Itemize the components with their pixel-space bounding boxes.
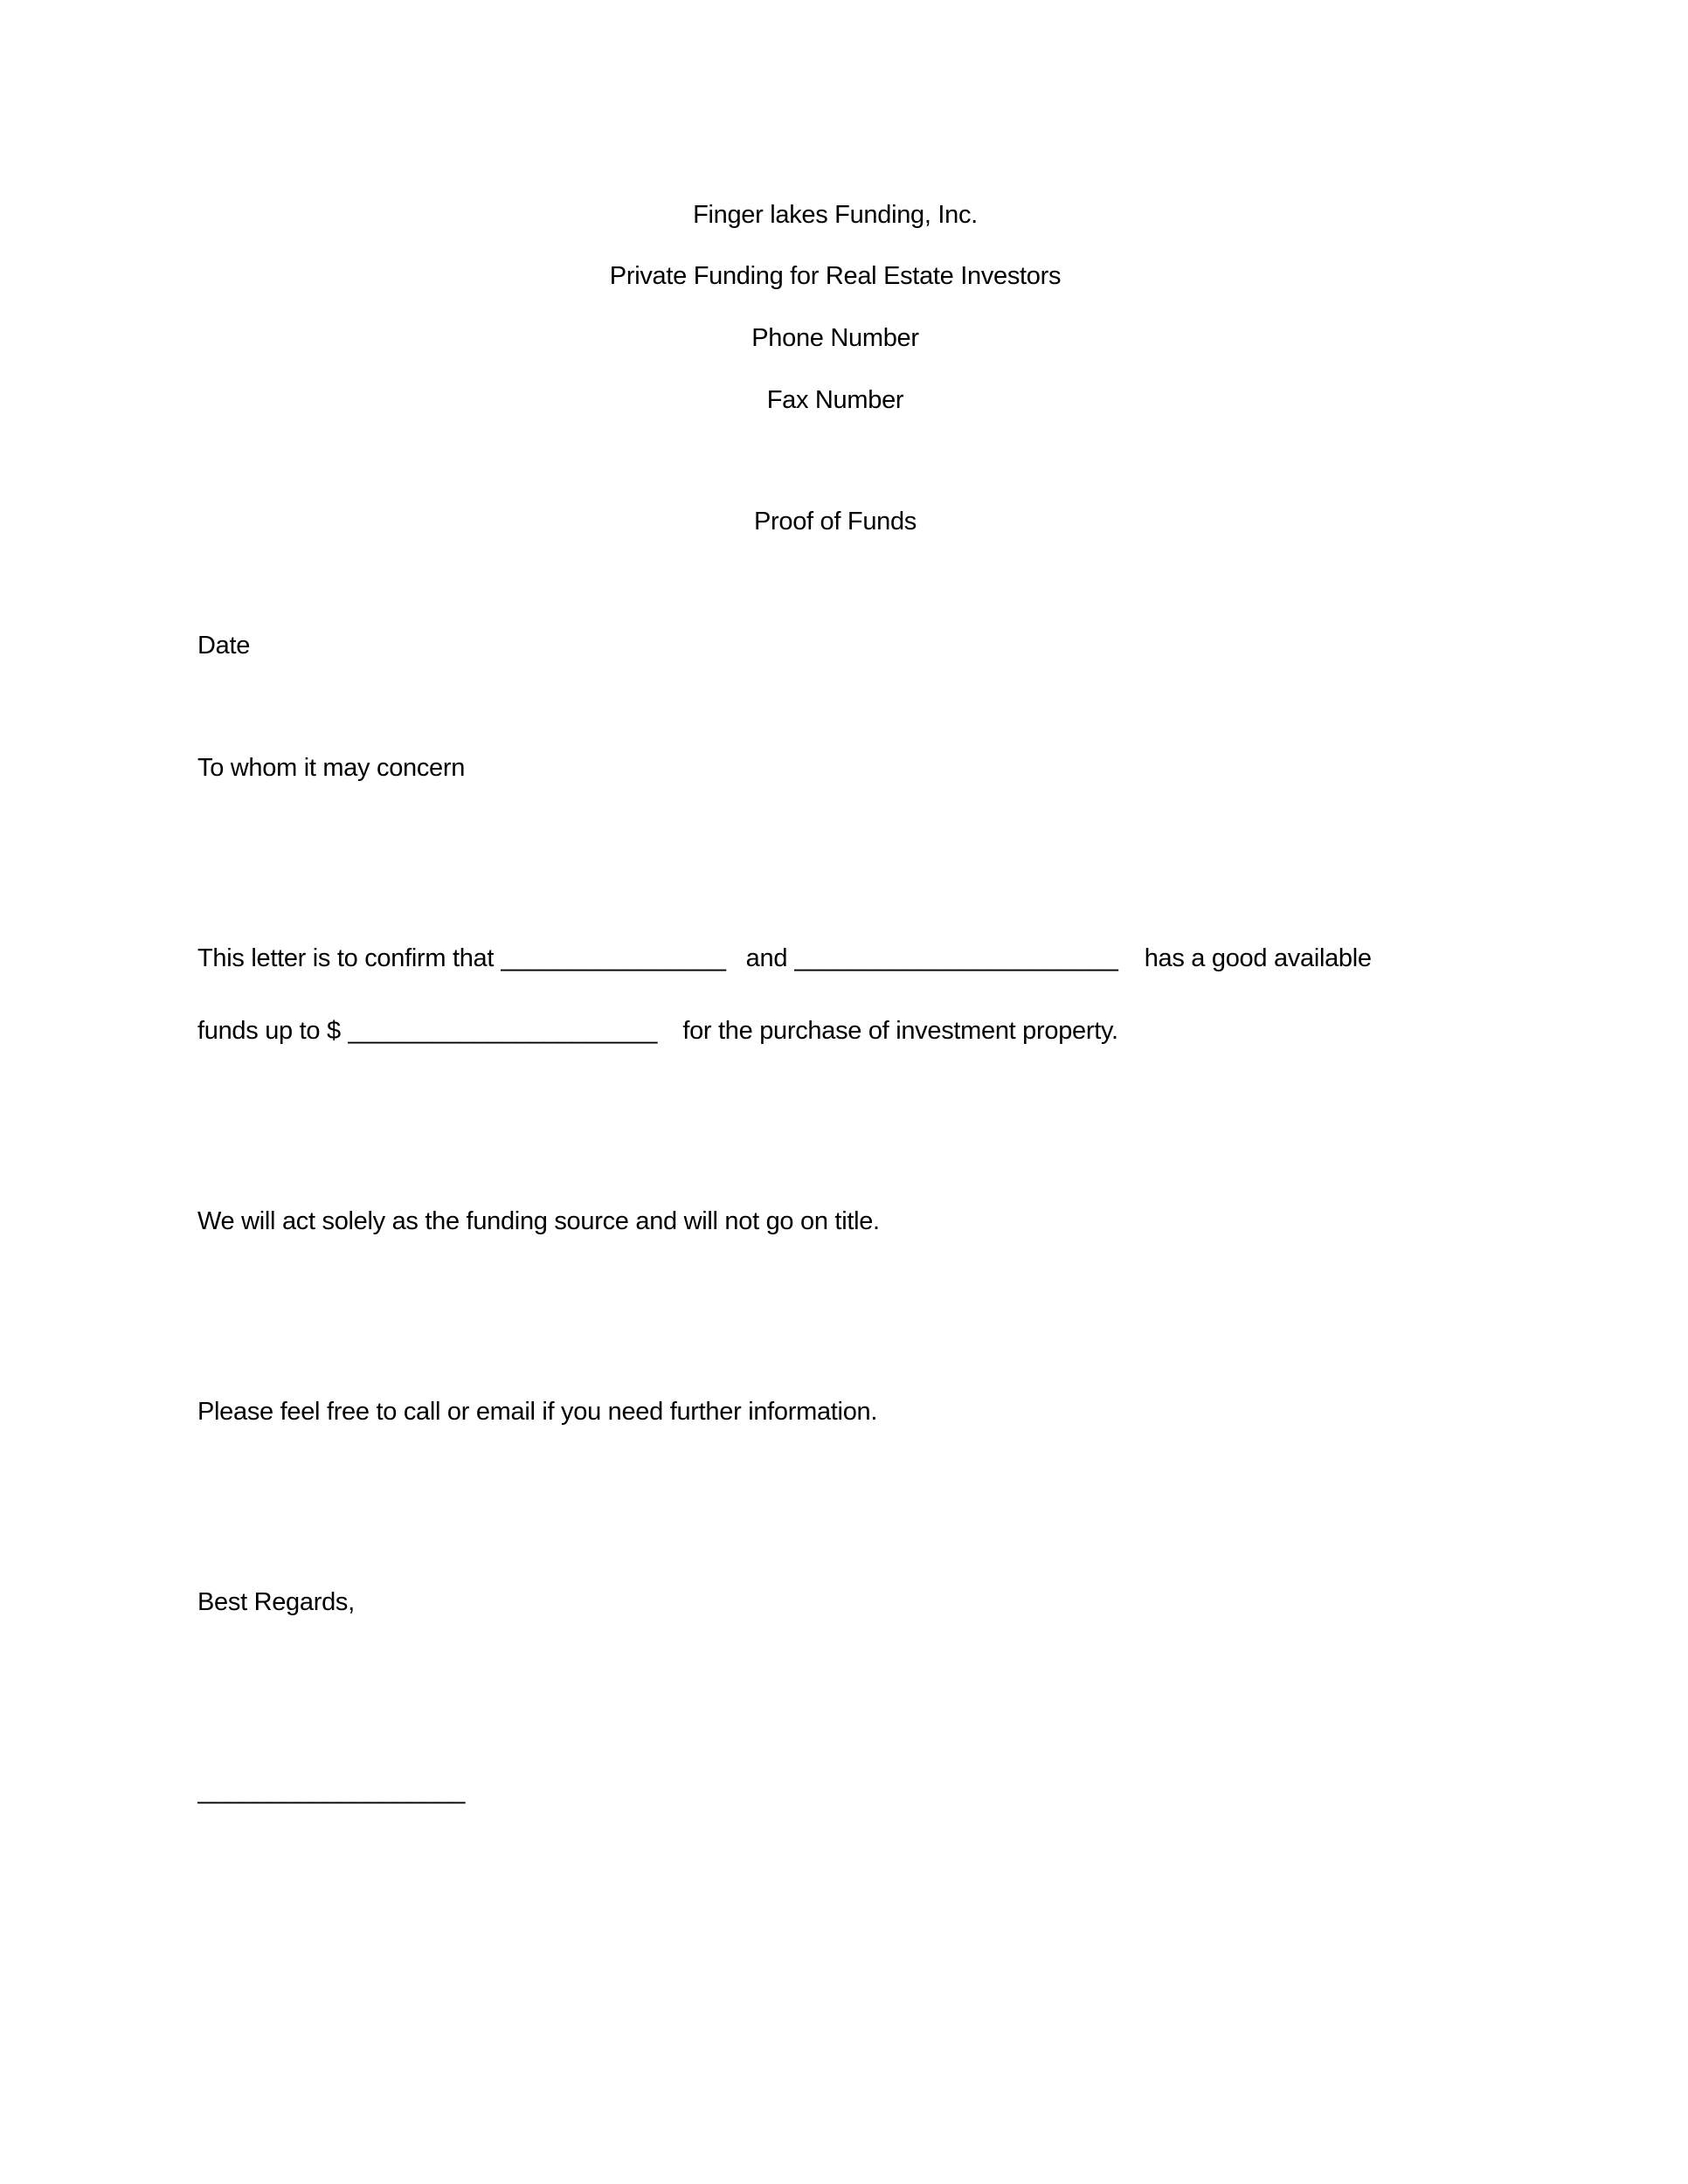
closing: Best Regards, xyxy=(197,1588,355,1616)
amount-blank: ______________________ xyxy=(347,1017,658,1045)
name-blank-1: ________________ xyxy=(500,944,726,972)
name-blank-2: _______________________ xyxy=(793,944,1118,972)
text: for the purchase of investment property. xyxy=(682,1017,1118,1045)
salutation: To whom it may concern xyxy=(197,754,466,782)
contact-statement: Please feel free to call or email if you need further information. xyxy=(197,1398,878,1426)
document-title: Proof of Funds xyxy=(753,508,917,536)
fax-number: Fax Number xyxy=(766,386,904,414)
date-line: Date xyxy=(197,632,251,660)
text: funds up to $ xyxy=(197,1017,341,1045)
signature-line: ___________________ xyxy=(197,1777,466,1805)
phone-number: Phone Number xyxy=(751,324,919,352)
confirmation-line-2 xyxy=(197,1013,1118,1048)
confirmation-line-1 xyxy=(197,941,1372,976)
funding-source-statement: We will act solely as the funding source and will not go on title. xyxy=(197,1207,880,1235)
text: This letter is to confirm that xyxy=(197,944,495,972)
company-tagline: Private Funding for Real Estate Investors xyxy=(609,262,1062,290)
text: and xyxy=(745,944,788,972)
company-name: Finger lakes Funding, Inc. xyxy=(693,201,978,229)
text: has a good available xyxy=(1144,944,1372,972)
